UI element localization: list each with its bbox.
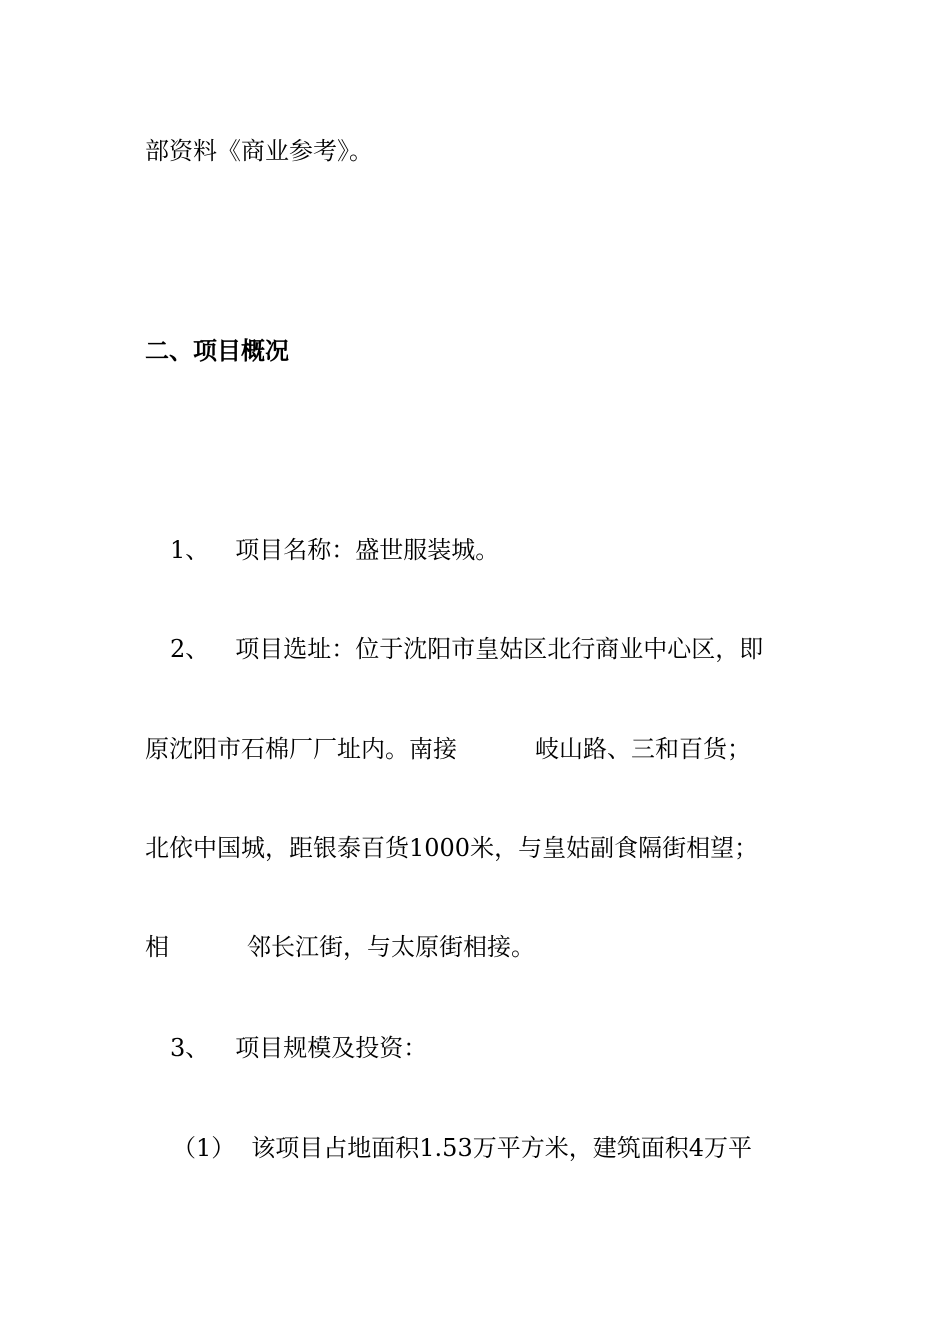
- text-segment: 邻长江街，与太原街相接。: [247, 933, 535, 961]
- text-segment: 原沈阳市石棉厂厂址内。南接: [145, 735, 457, 763]
- text-segment: 相: [145, 933, 169, 961]
- list-item-1: [170, 535, 499, 565]
- paragraph-line-4: [145, 734, 751, 764]
- list-item-3: [170, 1033, 427, 1063]
- paragraph-line-6: [145, 932, 535, 962]
- sub-item-number: （1）: [172, 1134, 236, 1162]
- list-item-number: 1、: [170, 536, 210, 564]
- paragraph-line-1: 部资料《商业参考》。: [145, 137, 373, 165]
- list-item-number: 3、: [170, 1034, 210, 1062]
- text-segment: 岐山路、三和百货；: [535, 735, 751, 763]
- list-item-text: 项目规模及投资：: [235, 1034, 428, 1062]
- sub-item-1: [172, 1133, 752, 1163]
- section-heading: 二、项目概况: [145, 337, 289, 365]
- paragraph-line-5: 北依中国城，距银泰百货1000米，与皇姑副食隔街相望；: [145, 834, 759, 862]
- list-item-number: 2、: [170, 635, 210, 663]
- sub-item-text: 该项目占地面积1.53万平方米，建筑面积4万平: [251, 1134, 752, 1162]
- list-item-text: 项目名称：盛世服装城。: [235, 536, 500, 564]
- list-item-text: 项目选址：位于沈阳市皇姑区北行商业中心区，即: [235, 635, 764, 663]
- list-item-2: [170, 634, 763, 664]
